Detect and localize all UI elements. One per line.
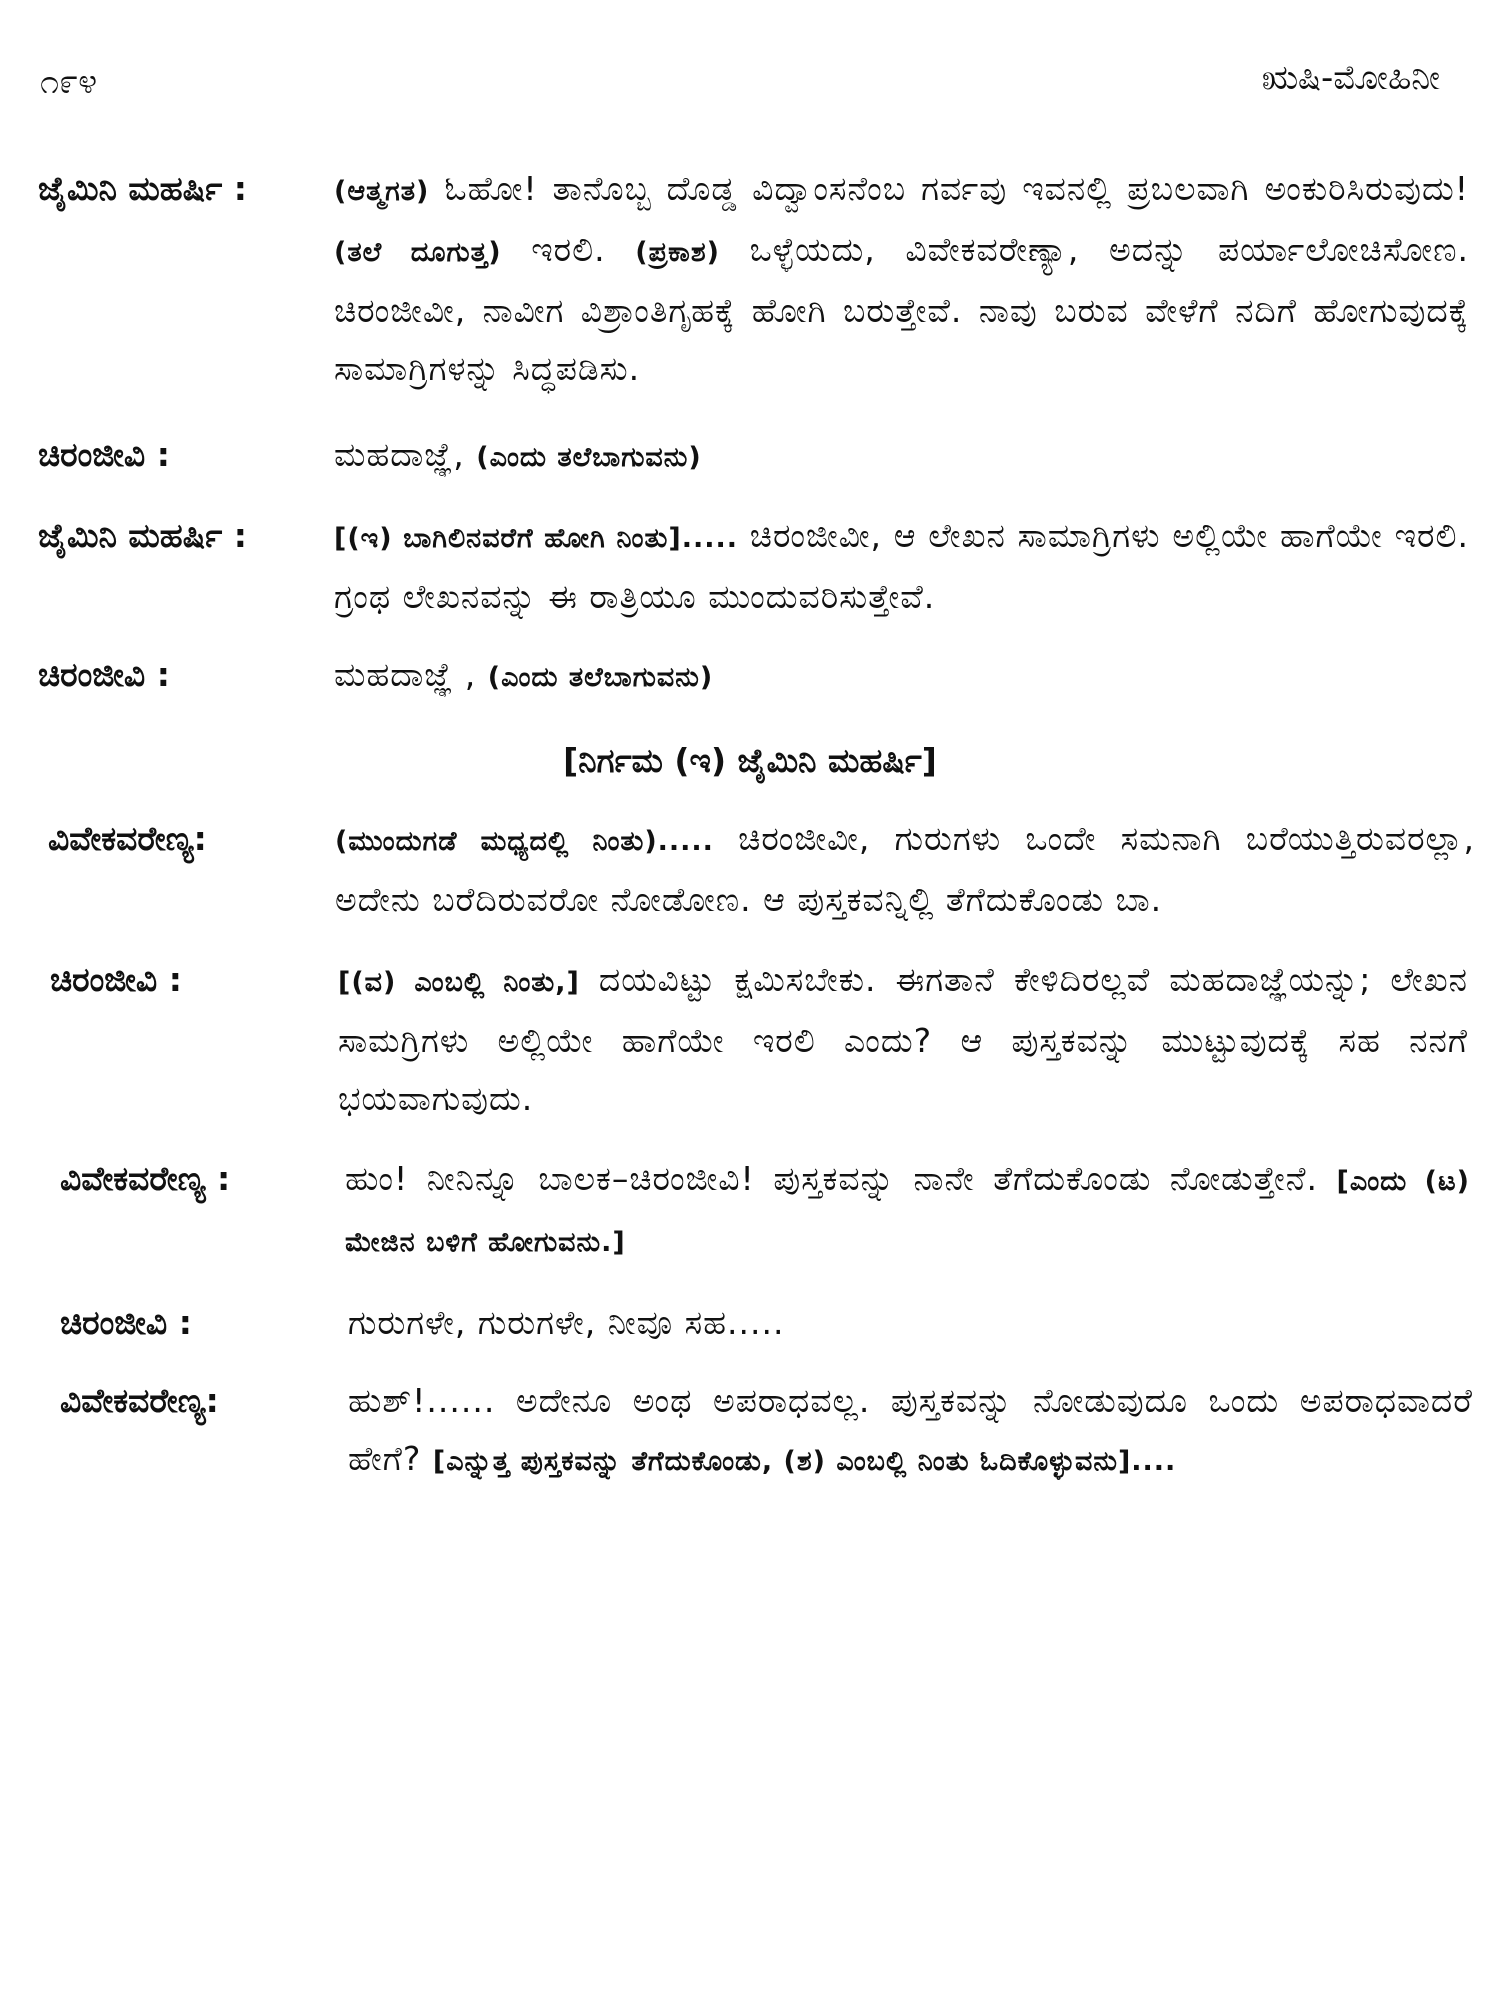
speaker-name: ಜೈಮಿನಿ ಮಹರ್ಷಿ :: [38, 516, 247, 555]
dialogue-entry: [0, 1372, 1500, 1491]
stage-direction: [(ಇ) ಬಾಗಿಲಿನವರೆಗೆ ಹೋಗಿ ನಿಂತು].....: [334, 523, 738, 554]
stage-direction: (ಮುಂದುಗಡೆ ಮಧ್ಯದಲ್ಲಿ ನಿಂತು).....: [335, 826, 714, 857]
dialogue-text: [348, 1294, 1248, 1352]
stage-direction: [(ವ) ಎಂಬಲ್ಲಿ ನಿಂತು,]: [338, 967, 580, 998]
speaker-name: ವಿವೇಕವರೇಣ್ಯ :: [60, 1159, 231, 1198]
dialogue-text: [334, 646, 1154, 707]
dialogue-entry: [0, 646, 1500, 707]
dialogue-entry: [0, 426, 1500, 487]
stage-direction: [ಎಂದು (ಟ) ಮೇಜಿನ ಬಳಿಗೆ ಹೋಗುವನು.]: [345, 1166, 1470, 1258]
spoken-line: ಚಿರಂಜೀವೀ, ಆ ಲೇಖನ ಸಾಮಾಗ್ರಿಗಳು ಅಲ್ಲಿಯೇ ಹಾಗೆಯೇ ಇರಲಿ. ಗ್ರಂಥ ಲೇಖನವನ್ನು ಈ ರಾತ್ರಿಯೂ ಮುಂದುವರಿಸುತ್ತೇವೆ.: [334, 516, 1469, 616]
page-header: [0, 0, 1500, 110]
dialogue-text: [338, 951, 1468, 1128]
spoken-line: ಓಹೋ! ತಾನೊಬ್ಬ ದೊಡ್ಡ ವಿದ್ವಾಂಸನೆಂಬ ಗರ್ವವು ಇವನಲ್ಲಿ ಪ್ರಬಲವಾಗಿ ಅಂಕುರಿಸಿರುವುದು!: [429, 169, 1469, 208]
spoken-line: ಮಹದಾಜ್ಞೆ ,: [334, 655, 488, 694]
dialogue-text: [335, 810, 1475, 929]
stage-direction: (ಪ್ರಕಾಶ): [635, 237, 720, 268]
speaker-name: ಚಿರಂಜೀವಿ :: [38, 655, 170, 694]
play-text: [0, 160, 1500, 1491]
spoken-line: ಚಿರಂಜೀವೀ, ಗುರುಗಳು ಒಂದೇ ಸಮನಾಗಿ ಬರೆಯುತ್ತಿರುವರಲ್ಲಾ, ಅದೇನು ಬರೆದಿರುವರೋ ನೋಡೋಣ. ಆ ಪುಸ್ತಕವನ್ನಿಲ್ಲಿ ತೆಗೆದುಕೊಂಡು ಬಾ.: [335, 819, 1475, 919]
speaker-name: ಜೈಮಿನಿ ಮಹರ್ಷಿ :: [38, 169, 247, 208]
speaker-name: ಚಿರಂಜೀವಿ :: [60, 1303, 192, 1342]
spoken-line: ಗುರುಗಳೇ, ಗುರುಗಳೇ, ನೀವೂ ಸಹ.....: [348, 1303, 785, 1342]
dialogue-text: [348, 1372, 1473, 1491]
stage-direction: (ಆತ್ಮಗತ): [334, 176, 430, 207]
speaker-name: ಚಿರಂಜೀವಿ :: [50, 960, 182, 999]
dialogue-entry: [0, 1150, 1500, 1272]
dialogue-entry: [0, 810, 1500, 929]
dialogue-text: [334, 507, 1469, 626]
stage-direction: (ತಲೆ ದೂಗುತ್ತ): [334, 237, 502, 268]
spoken-line: ಹುಶ್!...... ಅದೇನೂ ಅಂಥ ಅಪರಾಧವಲ್ಲ. ಪುಸ್ತಕವನ್ನು ನೋಡುವುದೂ ಒಂದು ಅಪರಾಧವಾದರೆ ಹೇಗೆ?: [348, 1381, 1473, 1478]
speaker-name: ಚಿರಂಜೀವಿ :: [38, 435, 170, 474]
spoken-line: ಮಹದಾಜ್ಞೆ,: [334, 435, 477, 474]
dialogue-text: [334, 426, 1154, 487]
dialogue-entry: [0, 1294, 1500, 1352]
speaker-name: ವಿವೇಕವರೇಣ್ಯ:: [48, 819, 207, 858]
dialogue-entry: [0, 507, 1500, 626]
page-number: ೧೯೪: [40, 62, 98, 102]
speaker-name: ವಿವೇಕವರೇಣ್ಯ:: [60, 1381, 219, 1420]
spoken-line: ಹುಂ! ನೀನಿನ್ನೂ ಬಾಲಕ–ಚಿರಂಜೀವಿ! ಪುಸ್ತಕವನ್ನು ನಾನೇ ತೆಗೆದುಕೊಂಡು ನೋಡುತ್ತೇನೆ.: [345, 1159, 1337, 1198]
stage-direction: [ಎನ್ನುತ್ತ ಪುಸ್ತಕವನ್ನು ತೆಗೆದುಕೊಂಡು, (ಶ) ಎಂಬಲ್ಲಿ ನಿಂತು ಓದಿಕೊಳ್ಳುವನು]....: [432, 1446, 1177, 1477]
dialogue-text: [345, 1150, 1470, 1272]
dialogue-entry: [0, 160, 1500, 398]
dialogue-text: [334, 160, 1469, 398]
spoken-line: ಒಳ್ಳೆಯದು, ವಿವೇಕವರೇಣ್ಯಾ, ಅದನ್ನು ಪರ್ಯಾಲೋಚಿಸೋಣ. ಚಿರಂಜೀವೀ, ನಾವೀಗ ವಿಶ್ರಾಂತಿಗೃಹಕ್ಕೆ ಹೋಗಿ ಬರುತ್ತೇವೆ. ನಾವು ಬರುವ ವೇಳೆಗೆ ನದಿಗೆ ಹೋಗುವುದಕ್ಕೆ ಸಾಮಾಗ್ರಿಗಳನ್ನು ಸಿದ್ಧಪಡಿಸು.: [334, 230, 1469, 388]
spoken-line: ದಯವಿಟ್ಟು ಕ್ಷಮಿಸಬೇಕು. ಈಗತಾನೆ ಕೇಳಿದಿರಲ್ಲವೆ ಮಹದಾಜ್ಞೆಯನ್ನು; ಲೇಖನ ಸಾಮಗ್ರಿಗಳು ಅಲ್ಲಿಯೇ ಹಾಗೆಯೇ ಇರಲಿ ಎಂದು? ಆ ಪುಸ್ತಕವನ್ನು ಮುಟ್ಟುವುದಕ್ಕೆ ಸಹ ನನಗೆ ಭಯವಾಗುವುದು.: [338, 960, 1468, 1118]
dialogue-entry: [0, 951, 1500, 1128]
stage-direction: (ಎಂದು ತಲೆಬಾಗುವನು): [487, 662, 714, 693]
spoken-line: ಇರಲಿ.: [501, 230, 636, 269]
running-title: ಋಷಿ-ಮೋಹಿನೀ: [1261, 58, 1440, 98]
stage-direction: (ಎಂದು ತಲೆಬಾಗುವನು): [476, 442, 702, 473]
stage-direction: [ನಿರ್ಗಮ (ಇ) ಜೈಮಿನಿ ಮಹರ್ಷಿ]: [563, 741, 937, 780]
